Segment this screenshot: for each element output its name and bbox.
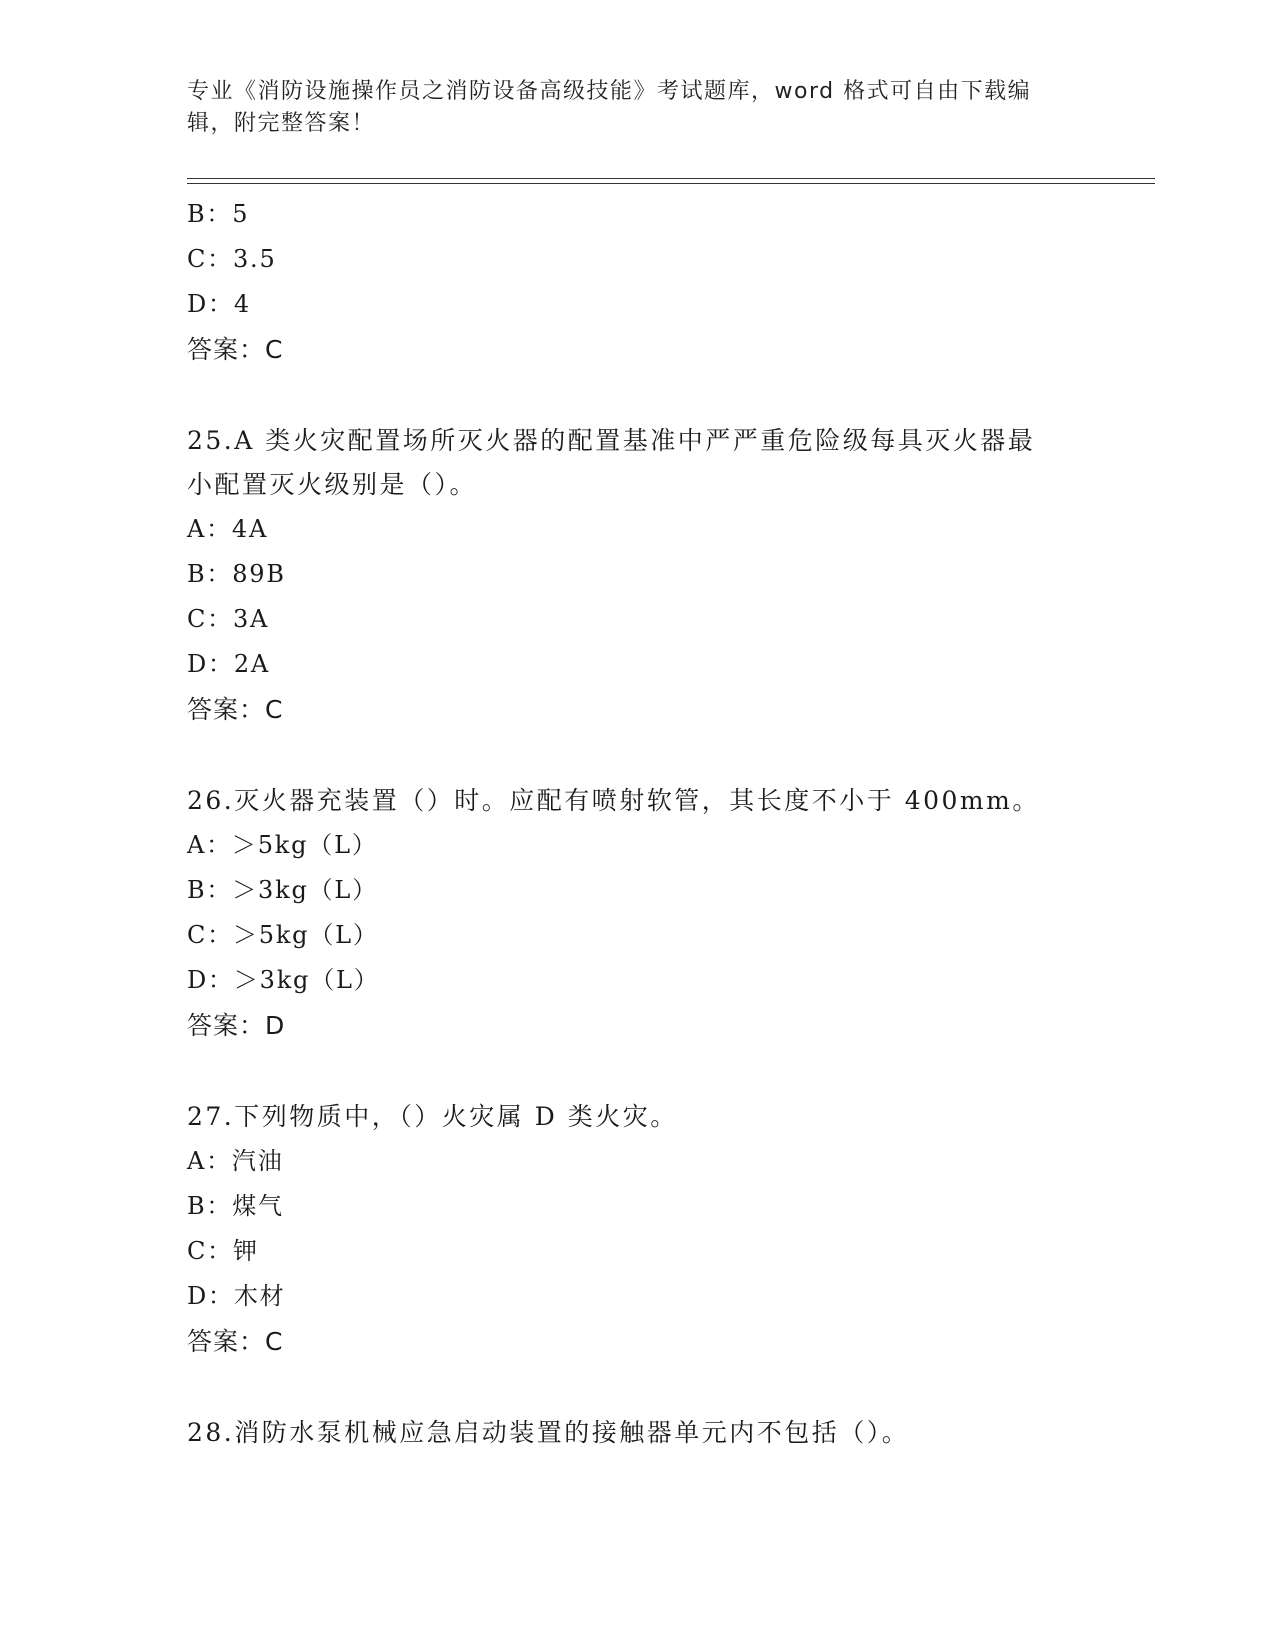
question-26 (187, 779, 1087, 1048)
header-divider-top (187, 178, 1155, 179)
question-27 (187, 1095, 1087, 1364)
option-b: B：89B (187, 560, 286, 588)
question-text: 28.消防水泵机械应急启动装置的接触器单元内不包括（）。 (187, 1418, 910, 1447)
option-b: B：5 (187, 200, 250, 228)
answer: 答案：D (187, 1011, 286, 1040)
option-d: D：2A (187, 650, 271, 678)
question-text-line-2: 小配置灭火级别是（）。 (187, 470, 478, 499)
question-text (187, 419, 1067, 507)
option-c: C：3.5 (187, 245, 277, 273)
header-line-1: 专业《消防设施操作员之消防设备高级技能》考试题库，word 格式可自由下载编 (187, 79, 1032, 104)
option-b: B：煤气 (187, 1192, 284, 1220)
option-b: B：＞3kg（L） (187, 876, 378, 904)
option-c: C：3A (187, 605, 270, 633)
question-list (187, 192, 1087, 1455)
header-line-2: 辑，附完整答案！ (187, 111, 376, 136)
option-c: C：＞5kg（L） (187, 921, 379, 949)
option-d: D：4 (187, 290, 251, 318)
option-a: A：＞5kg（L） (187, 831, 378, 859)
question-text: 27.下列物质中，（）火灾属 D 类火灾。 (187, 1102, 678, 1131)
document-header (187, 76, 1087, 140)
answer: 答案：C (187, 695, 284, 724)
question-25 (187, 419, 1087, 732)
question-28 (187, 1411, 1087, 1455)
answer: 答案：C (187, 1327, 284, 1356)
option-a: A：汽油 (187, 1147, 284, 1175)
option-d: D：＞3kg（L） (187, 966, 380, 994)
question-24-continuation (187, 192, 1087, 372)
answer: 答案：C (187, 335, 284, 364)
option-a: A：4A (187, 515, 269, 543)
header-divider-bottom (187, 183, 1155, 184)
question-text-line-1: 25.A 类火灾配置场所灭火器的配置基准中严严重危险级每具灭火器最 (187, 426, 1036, 455)
option-d: D：木材 (187, 1282, 286, 1310)
question-text: 26.灭火器充装置（）时。应配有喷射软管，其长度不小于 400mm。 (187, 786, 1040, 815)
option-c: C：钾 (187, 1237, 259, 1265)
